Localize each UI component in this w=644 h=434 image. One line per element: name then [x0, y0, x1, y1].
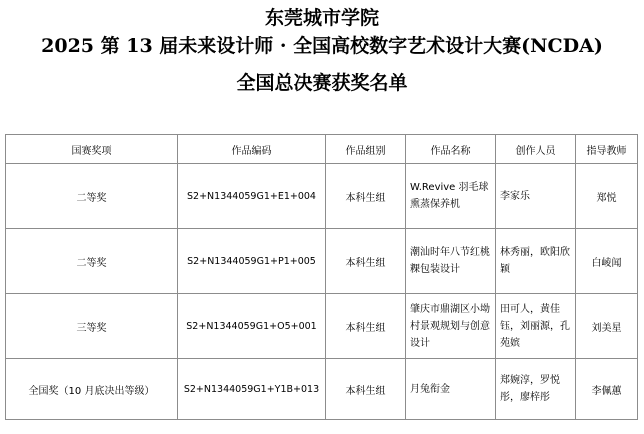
title-cell: 肇庆市鼎湖区小坳村景观规划与创意设计	[406, 294, 496, 359]
column-header-teacher: 指导教师	[576, 135, 638, 164]
awards-table	[5, 134, 638, 420]
table-row	[6, 294, 638, 359]
creators-cell: 郑婉淳，罗悦彤，廖梓彤	[496, 359, 576, 420]
code-cell: S2+N1344059G1+Y1B+013	[178, 359, 326, 420]
column-header-title: 作品名称	[406, 135, 496, 164]
code-cell: S2+N1344059G1+P1+005	[178, 229, 326, 294]
code-cell: S2+N1344059G1+O5+001	[178, 294, 326, 359]
creators-cell: 林秀丽，欧阳欣颖	[496, 229, 576, 294]
institution-title: 东莞城市学院	[264, 7, 379, 29]
column-header-award: 国赛奖项	[6, 135, 178, 164]
group-cell: 本科生组	[326, 229, 406, 294]
column-header-creators: 创作人员	[496, 135, 576, 164]
teacher-cell: 郑悦	[576, 164, 638, 229]
teacher-cell: 李佩蕙	[576, 359, 638, 420]
group-cell: 本科生组	[326, 294, 406, 359]
list-title: 全国总决赛获奖名单	[236, 72, 408, 94]
document-header	[0, 6, 644, 101]
title-cell: 月兔衔金	[406, 359, 496, 420]
award-cell: 二等奖	[6, 164, 178, 229]
group-cell: 本科生组	[326, 359, 406, 420]
title-cell: 潮汕时年八节红桃粿包装设计	[406, 229, 496, 294]
code-cell: S2+N1344059G1+E1+004	[178, 164, 326, 229]
table-row	[6, 359, 638, 420]
teacher-cell: 刘美星	[576, 294, 638, 359]
award-cell: 全国奖（10 月底决出等级）	[6, 359, 178, 420]
creators-cell: 田可人，黄佳钰，刘丽源，孔苑嫔	[496, 294, 576, 359]
creators-cell: 李家乐	[496, 164, 576, 229]
award-cell: 二等奖	[6, 229, 178, 294]
table-header-row	[6, 135, 638, 164]
table-row	[6, 229, 638, 294]
competition-title: 2025 第 13 届未来设计师 · 全国高校数字艺术设计大赛(NCDA)	[41, 35, 603, 57]
title-cell: W.Revive 羽毛球熏蒸保养机	[406, 164, 496, 229]
column-header-code: 作品编码	[178, 135, 326, 164]
table-row	[6, 164, 638, 229]
group-cell: 本科生组	[326, 164, 406, 229]
award-cell: 三等奖	[6, 294, 178, 359]
teacher-cell: 白崚闻	[576, 229, 638, 294]
column-header-group: 作品组别	[326, 135, 406, 164]
